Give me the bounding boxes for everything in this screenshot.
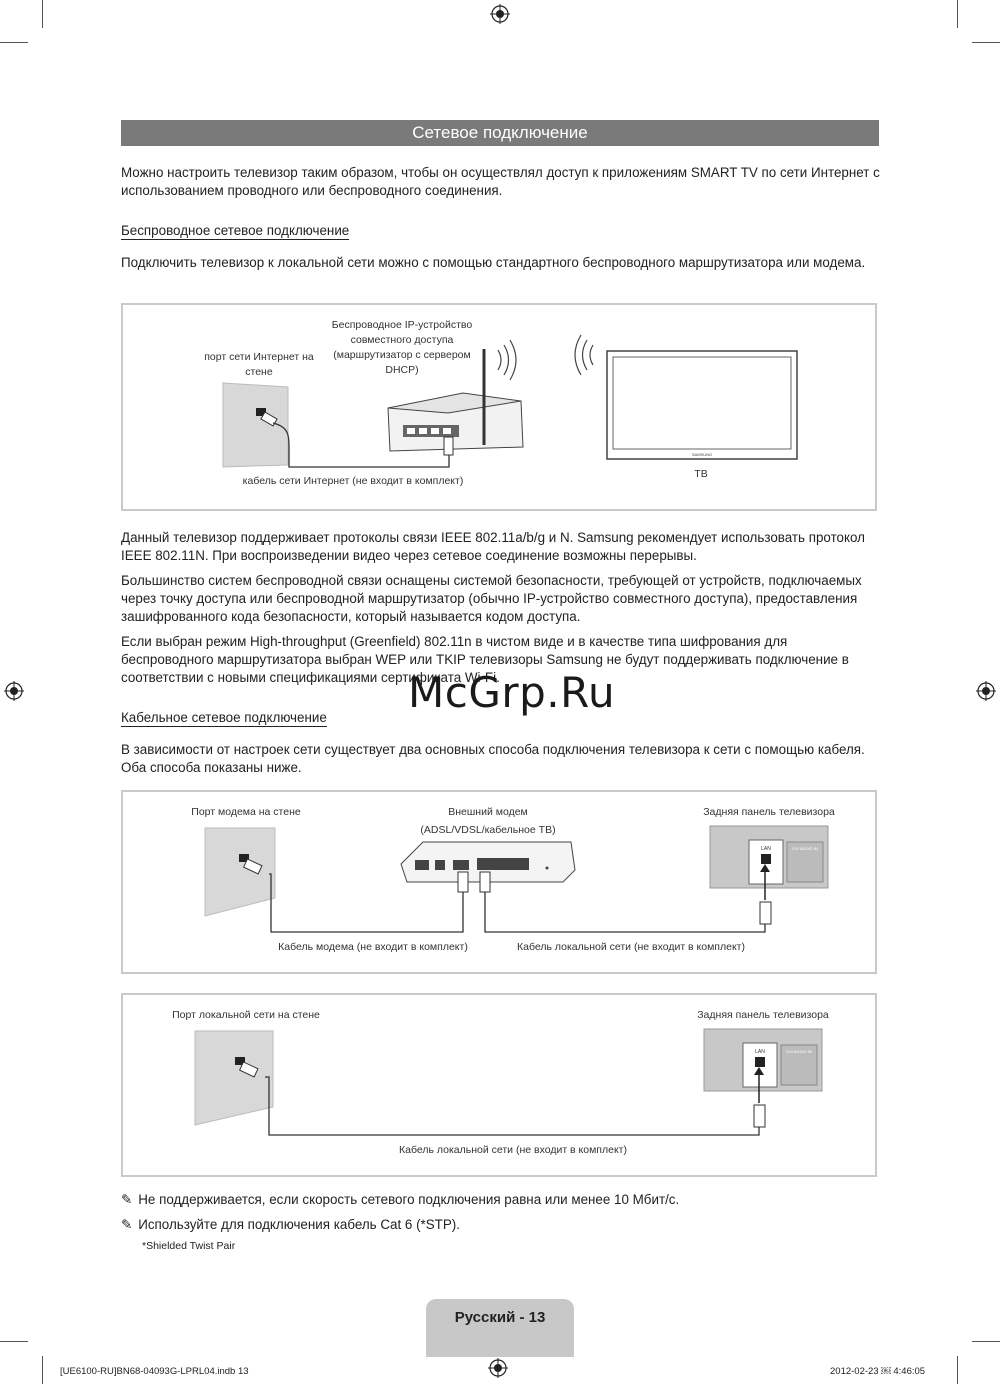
lan-wall-port-label: Порт локальной сети на стене — [172, 1009, 320, 1021]
intro-paragraph: Можно настроить телевизор таким образом, чтобы он осуществлял доступ к приложениям SMART TV по сети Интернет с использованием проводного или беспроводного соединения. — [121, 165, 880, 198]
wireless-diagram — [121, 303, 877, 511]
lan-port-label: LAN — [761, 846, 771, 852]
registration-mark-icon — [488, 1358, 508, 1378]
registration-mark-icon — [976, 681, 996, 701]
registration-mark-icon — [4, 681, 24, 701]
crop-mark — [42, 0, 43, 28]
lan-port-icon — [755, 1057, 765, 1067]
rj45-plug-icon — [444, 437, 453, 455]
lan-cable-label: Кабель локальной сети (не входит в комплект) — [399, 1144, 627, 1156]
lan-port-label: LAN — [755, 1049, 765, 1055]
page-title-banner — [121, 120, 879, 146]
wall-icon — [195, 1031, 273, 1125]
crop-mark — [957, 0, 958, 28]
audio-port-label: DVI AUDIO IN — [792, 846, 818, 851]
page-title: Сетевое подключение — [412, 123, 588, 142]
crop-mark — [972, 1341, 1000, 1342]
wifi-waves-icon — [575, 335, 593, 375]
rj45-plug-icon — [480, 872, 490, 892]
page-number: Русский - 13 — [454, 1309, 546, 1326]
modem-wall-port-label: Порт модема на стене — [191, 806, 301, 818]
audio-port-label: DVI AUDIO IN — [786, 1049, 812, 1054]
crop-mark — [42, 1356, 43, 1384]
paragraph-greenfield: Если выбран режим High-throughput (Greenfield) 802.11n в чистом виде и в качестве типа шифрования для беспроводного маршрутизатора выбран WEP или TKIP телевизоры Samsung не будут поддерживать подключение в соответствии с новыми спецификациями сертификата Wi-Fi. — [121, 634, 849, 685]
modem-cable — [269, 874, 463, 932]
lan-port-icon — [761, 854, 771, 864]
note-speed — [121, 1192, 679, 1208]
lan-cable-label: Кабель локальной сети (не входит в комплект) — [517, 941, 745, 953]
wall-port-label: порт сети Интернет на стене — [204, 351, 314, 378]
modem-label-line2: (ADSL/VDSL/кабельное ТВ) — [420, 824, 556, 836]
tv-brand: SAMSUNG — [691, 452, 713, 457]
crop-mark — [957, 1356, 958, 1384]
tv-rear-label: Задняя панель телевизора — [697, 1009, 829, 1021]
wired-heading: Кабельное сетевое подключение — [121, 710, 327, 725]
lan-cable — [485, 892, 765, 932]
wired-text: В зависимости от настроек сети существует два основных способа подключения телевизора к сети с помощью кабеля. Оба способа показаны ниже. — [121, 742, 865, 775]
footer-file: [UE6100-RU]BN68-04093G-LPRL04.indb 13 — [60, 1366, 249, 1377]
wired-modem-diagram — [121, 790, 877, 974]
wireless-illustration — [123, 305, 879, 513]
wired-lan-illustration — [123, 995, 879, 1179]
crop-mark — [0, 42, 28, 43]
cable-label: кабель сети Интернет (не входит в комплект) — [242, 475, 464, 487]
rj45-plug-icon — [458, 872, 468, 892]
paragraph-security: Большинство систем беспроводной связи оснащены системой безопасности, требующей от устройств, подключаемых через точку доступа или беспроводной маршрутизатор (обычно IP-устройство совместного доступа), предоставления зашифрованного кода безопасности, который называется кодом доступа. — [121, 573, 862, 624]
crop-mark — [0, 1341, 28, 1342]
crop-mark — [972, 42, 1000, 43]
page-number-tab — [426, 1299, 574, 1357]
wired-modem-illustration — [123, 792, 879, 976]
registration-mark-icon — [490, 4, 510, 24]
note-cable — [121, 1217, 460, 1233]
router-label: Беспроводное IP-устройство совместного доступа (маршрутизатор с сервером DHCP) — [331, 319, 473, 376]
modem-cable-label: Кабель модема (не входит в комплект) — [278, 941, 468, 953]
wired-lan-diagram — [121, 993, 877, 1177]
wall-icon — [205, 828, 275, 916]
note-cable-text: Используйте для подключения кабель Cat 6 (*STP). — [138, 1217, 460, 1232]
note-speed-text: Не поддерживается, если скорость сетевого подключения равна или менее 10 Мбит/с. — [138, 1192, 680, 1207]
paragraph-protocols: Данный телевизор поддерживает протоколы связи IEEE 802.11a/b/g и N. Samsung рекомендует использовать протокол IEEE 802.11N. При воспроизведении видео через сетевое соединение возможны перерывы. — [121, 530, 865, 563]
note-icon: ✎ — [121, 1192, 133, 1207]
note-icon: ✎ — [121, 1217, 133, 1232]
wifi-waves-icon — [498, 340, 516, 380]
modem-label-line1: Внешний модем — [448, 806, 528, 818]
tv-label: ТВ — [694, 468, 708, 480]
rj45-plug-icon — [760, 902, 771, 924]
rj45-plug-icon — [754, 1105, 765, 1127]
wireless-text: Подключить телевизор к локальной сети можно с помощью стандартного беспроводного маршрутизатора или модема. — [121, 255, 866, 270]
footnote: *Shielded Twist Pair — [142, 1240, 236, 1252]
watermark: McGrp.Ru — [408, 668, 616, 717]
wireless-heading: Беспроводное сетевое подключение — [121, 223, 350, 238]
footer-date: 2012-02-23 ￼ 4:46:05 — [830, 1366, 926, 1377]
lan-cable — [265, 1077, 759, 1135]
tv-rear-label: Задняя панель телевизора — [703, 806, 835, 818]
